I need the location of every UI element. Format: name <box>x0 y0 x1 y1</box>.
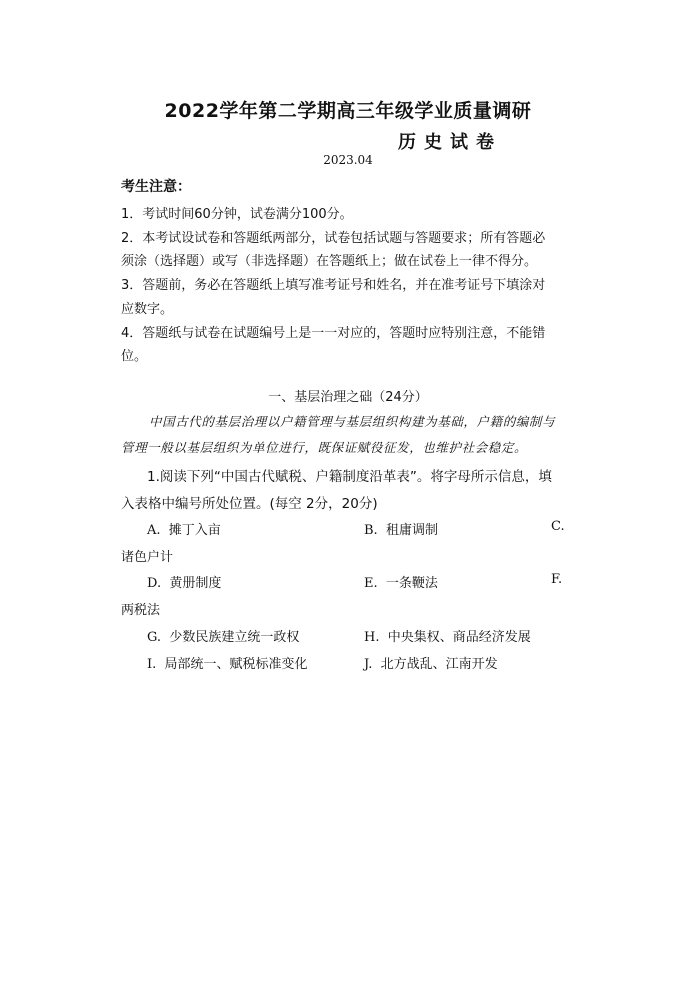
option-f-text <box>121 599 160 618</box>
notice-line: 4．答题纸与试卷在试题编号上是一一对应的，答题时应特别注意，不能错 <box>121 326 546 341</box>
notice-line: 应数字。 <box>121 302 174 317</box>
option-text: 摊丁入亩 <box>168 523 221 538</box>
option-letter: H. <box>364 630 380 645</box>
option-g <box>147 626 299 645</box>
question-prompt-line: 1.阅读下列“中国古代赋税、户籍制度沿革表”。将字母所示信息，填 <box>147 469 552 485</box>
option-letter: B. <box>364 523 378 538</box>
option-letter: G. <box>147 630 162 645</box>
option-text: 北方战乱、江南开发 <box>380 657 498 672</box>
option-c-text <box>121 546 173 565</box>
notice-line: 3．答题前，务必在答题纸上填写准考证号和姓名，并在准考证号下填涂对 <box>121 278 546 293</box>
exam-date: 2023.04 <box>323 153 373 167</box>
option-letter: F. <box>551 572 563 587</box>
exam-title: 2022学年第二学期高三年级学业质量调研 <box>164 100 532 122</box>
option-letter: I. <box>147 657 157 672</box>
option-text: 租庸调制 <box>385 523 438 538</box>
option-j <box>364 653 498 672</box>
option-text: 两税法 <box>121 603 161 618</box>
question-prompt-line: 入表格中编号所处位置。(每空 2分，20分) <box>121 496 378 512</box>
option-b <box>364 519 438 538</box>
notice-line: 须涂（选择题）或写（非选择题）在答题纸上；做在试卷上一律不得分。 <box>121 254 538 269</box>
option-text: 诸色户计 <box>121 550 174 565</box>
option-text: 局部统一、赋税标准变化 <box>164 657 308 672</box>
option-letter: C. <box>551 519 565 534</box>
option-a <box>147 519 221 538</box>
notice-heading: 考生注意： <box>121 179 191 195</box>
notice-line: 1．考试时间60分钟，试卷满分100分。 <box>121 207 353 222</box>
option-text: 黄册制度 <box>169 576 222 591</box>
notice-line: 2．本考试设试卷和答题纸两部分，试卷包括试题与答题要求；所有答题必 <box>121 231 546 246</box>
section-intro-line: 管理一般以基层组织为单位进行，既保证赋役征发，也维护社会稳定。 <box>121 440 528 455</box>
option-letter: E. <box>364 576 378 591</box>
option-text: 一条鞭法 <box>385 576 438 591</box>
option-d <box>147 572 221 591</box>
section-intro-line: 中国古代的基层治理以户籍管理与基层组织构建为基础，户籍的编制与 <box>149 414 556 429</box>
section-heading: 一、基层治理之础（24分） <box>268 390 428 405</box>
option-c-letter <box>551 519 565 534</box>
option-f-letter <box>551 572 562 587</box>
option-h <box>364 626 531 645</box>
option-letter: D. <box>147 576 162 591</box>
option-e <box>364 572 438 591</box>
option-text: 中央集权、商品经济发展 <box>387 630 531 645</box>
notice-line: 位。 <box>121 349 148 364</box>
option-letter: J. <box>364 657 373 672</box>
option-letter: A. <box>147 523 161 538</box>
option-i <box>147 653 308 672</box>
exam-subject-title: 历史试卷 <box>398 132 502 153</box>
option-text: 少数民族建立统一政权 <box>169 630 300 645</box>
